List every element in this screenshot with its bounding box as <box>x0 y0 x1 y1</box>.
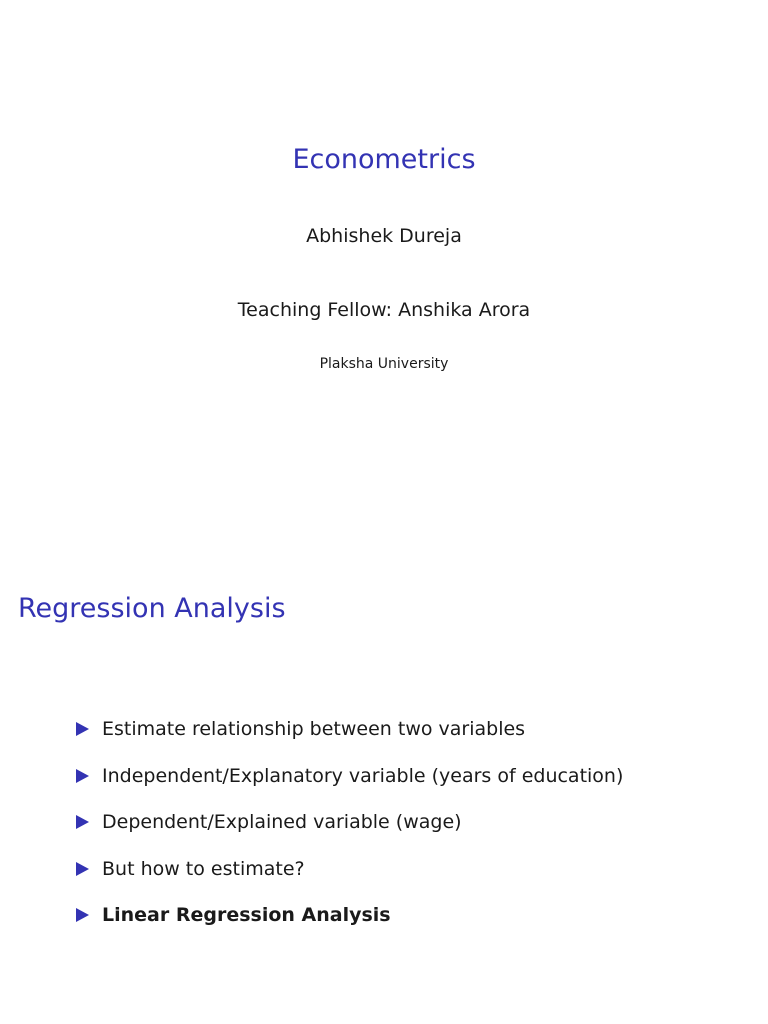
bullet-item <box>76 808 623 836</box>
bullet-text: But how to estimate? <box>102 857 305 880</box>
frame-title: Regression Analysis <box>18 593 286 624</box>
triangle-right-icon <box>76 862 89 876</box>
bullet-item <box>76 762 623 790</box>
triangle-right-icon <box>76 722 89 736</box>
bullet-text: Linear Regression Analysis <box>102 904 391 926</box>
teaching-fellow: Teaching Fellow: Anshika Arora <box>237 299 531 321</box>
triangle-right-icon <box>76 815 89 829</box>
author-name: Abhishek Dureja <box>306 225 462 247</box>
bullet-text: Estimate relationship between two variables <box>102 718 526 740</box>
bullet-text: Independent/Explanatory variable (years of education) <box>102 764 624 787</box>
bullet-item <box>76 855 623 883</box>
institute-name: Plaksha University <box>319 356 449 372</box>
presentation-title: Econometrics <box>292 144 476 175</box>
bullet-item <box>76 715 623 743</box>
triangle-right-icon <box>76 908 89 922</box>
bullet-text: Dependent/Explained variable (wage) <box>102 811 462 833</box>
triangle-right-icon <box>76 769 89 783</box>
bullet-item-emphasized <box>76 901 623 929</box>
content-slide <box>0 512 768 1024</box>
bullet-list <box>76 715 623 948</box>
